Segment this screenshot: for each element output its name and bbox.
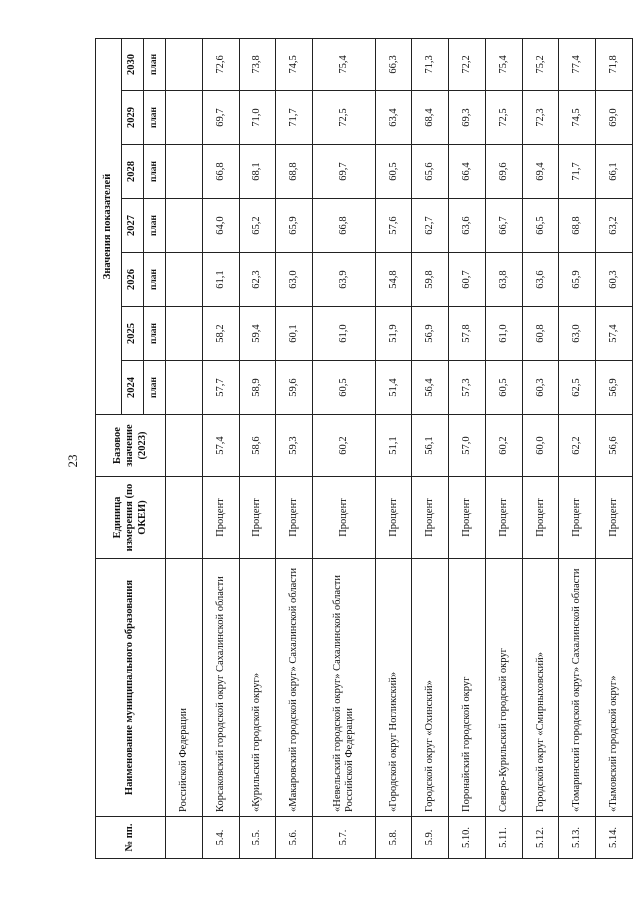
row-number: 5.8. (375, 817, 412, 859)
header-plan: план (144, 253, 166, 307)
municipality-name: Северо-Курильский городской округ (485, 559, 522, 817)
plan-value-cell: 72,3 (522, 91, 559, 145)
table-row (313, 38, 376, 858)
table-row (412, 38, 449, 858)
table-header (96, 38, 166, 858)
plan-value-cell: 65,2 (239, 199, 276, 253)
plan-value-cell: 51,9 (375, 307, 412, 361)
plan-value-cell: 71,7 (559, 145, 596, 199)
unit-cell: Процент (412, 477, 449, 559)
plan-value-cell: 75,4 (485, 38, 522, 90)
plan-value-cell: 51,4 (375, 361, 412, 415)
plan-value-cell: 56,9 (596, 361, 633, 415)
plan-value-cell: 73,8 (239, 38, 276, 90)
plan-value-cell: 71,3 (412, 38, 449, 90)
plan-value-cell: 61,0 (313, 307, 376, 361)
plan-value-cell: 69,7 (202, 91, 239, 145)
header-plan: план (144, 38, 166, 90)
plan-value-cell: 57,4 (596, 307, 633, 361)
plan-value-cell: 68,8 (276, 145, 313, 199)
plan-value-cell: 69,6 (485, 145, 522, 199)
plan-value-cell: 66,1 (596, 145, 633, 199)
base-value-cell: 59,3 (276, 415, 313, 477)
plan-value-cell: 64,0 (202, 199, 239, 253)
plan-value-cell: 57,8 (449, 307, 486, 361)
plan-value-cell: 60,1 (276, 307, 313, 361)
row-number: 5.6. (276, 817, 313, 859)
plan-value-cell (166, 199, 203, 253)
unit-cell: Процент (559, 477, 596, 559)
plan-value-cell: 69,7 (313, 145, 376, 199)
table-row (449, 38, 486, 858)
plan-value-cell: 72,5 (313, 91, 376, 145)
municipality-name: «Макаровский городской округ» Сахалинской области (276, 559, 313, 817)
plan-value-cell: 65,9 (276, 199, 313, 253)
base-value-cell: 57,0 (449, 415, 486, 477)
unit-cell: Процент (375, 477, 412, 559)
header-no: № пп. (96, 817, 166, 859)
header-year: 2025 (122, 307, 144, 361)
plan-value-cell (166, 361, 203, 415)
plan-value-cell: 62,5 (559, 361, 596, 415)
row-number (166, 817, 203, 859)
municipality-name: Поронайский городской округ (449, 559, 486, 817)
plan-value-cell: 60,8 (522, 307, 559, 361)
plan-value-cell: 60,7 (449, 253, 486, 307)
plan-value-cell: 66,4 (449, 145, 486, 199)
plan-value-cell: 63,8 (485, 253, 522, 307)
plan-value-cell: 72,6 (202, 38, 239, 90)
plan-value-cell: 54,8 (375, 253, 412, 307)
municipality-name: Городской округ «Охинский» (412, 559, 449, 817)
unit-cell: Процент (485, 477, 522, 559)
base-value-cell: 57,4 (202, 415, 239, 477)
table-row (485, 38, 522, 858)
plan-value-cell: 66,5 (522, 199, 559, 253)
plan-value-cell: 59,6 (276, 361, 313, 415)
table-row (239, 38, 276, 858)
plan-value-cell (166, 145, 203, 199)
row-number: 5.10. (449, 817, 486, 859)
header-base: Базовое значение (2023) (96, 415, 166, 477)
plan-value-cell (166, 38, 203, 90)
plan-value-cell: 75,4 (313, 38, 376, 90)
base-value-cell: 58,6 (239, 415, 276, 477)
plan-value-cell (166, 307, 203, 361)
plan-value-cell: 68,8 (559, 199, 596, 253)
plan-value-cell: 57,6 (375, 199, 412, 253)
plan-value-cell (166, 91, 203, 145)
unit-cell (166, 477, 203, 559)
plan-value-cell: 60,5 (375, 145, 412, 199)
row-number: 5.11. (485, 817, 522, 859)
plan-value-cell: 71,7 (276, 91, 313, 145)
plan-value-cell: 60,3 (596, 253, 633, 307)
unit-cell: Процент (522, 477, 559, 559)
plan-value-cell: 62,7 (412, 199, 449, 253)
plan-value-cell: 65,9 (559, 253, 596, 307)
plan-value-cell: 71,8 (596, 38, 633, 90)
header-year: 2026 (122, 253, 144, 307)
plan-value-cell: 66,8 (202, 145, 239, 199)
table-row (375, 38, 412, 858)
municipality-name: Российской Федерации (166, 559, 203, 817)
row-number: 5.13. (559, 817, 596, 859)
plan-value-cell: 62,3 (239, 253, 276, 307)
header-plan: план (144, 199, 166, 253)
unit-cell: Процент (276, 477, 313, 559)
plan-value-cell: 57,7 (202, 361, 239, 415)
plan-value-cell: 61,1 (202, 253, 239, 307)
table-row (166, 38, 203, 858)
header-year: 2024 (122, 361, 144, 415)
plan-value-cell: 68,1 (239, 145, 276, 199)
plan-value-cell: 63,9 (313, 253, 376, 307)
plan-value-cell: 72,5 (485, 91, 522, 145)
page-number: 23 (65, 454, 80, 468)
plan-value-cell: 58,2 (202, 307, 239, 361)
header-year: 2028 (122, 145, 144, 199)
plan-value-cell: 63,6 (449, 199, 486, 253)
base-value-cell: 60,2 (313, 415, 376, 477)
base-value-cell: 62,2 (559, 415, 596, 477)
plan-value-cell: 66,3 (375, 38, 412, 90)
plan-value-cell (166, 253, 203, 307)
plan-value-cell: 59,8 (412, 253, 449, 307)
base-value-cell: 56,6 (596, 415, 633, 477)
header-plan: план (144, 361, 166, 415)
municipality-name: «Тымовский городской округ» (596, 559, 633, 817)
base-value-cell: 60,0 (522, 415, 559, 477)
plan-value-cell: 66,8 (313, 199, 376, 253)
municipality-name: Корсаковский городской округ Сахалинской области (202, 559, 239, 817)
row-number: 5.4. (202, 817, 239, 859)
plan-value-cell: 69,3 (449, 91, 486, 145)
header-year: 2030 (122, 38, 144, 90)
header-plan: план (144, 307, 166, 361)
plan-value-cell: 65,6 (412, 145, 449, 199)
row-number: 5.12. (522, 817, 559, 859)
unit-cell: Процент (202, 477, 239, 559)
plan-value-cell: 60,5 (485, 361, 522, 415)
municipality-name: Городской округ «Смирныховский» (522, 559, 559, 817)
plan-value-cell: 72,2 (449, 38, 486, 90)
plan-value-cell: 61,0 (485, 307, 522, 361)
header-unit: Единица измерения (по ОКЕИ) (96, 477, 166, 559)
plan-value-cell: 60,5 (313, 361, 376, 415)
base-value-cell: 51,1 (375, 415, 412, 477)
unit-cell: Процент (313, 477, 376, 559)
plan-value-cell: 58,9 (239, 361, 276, 415)
unit-cell: Процент (239, 477, 276, 559)
plan-value-cell: 77,4 (559, 38, 596, 90)
municipality-name: «Курильский городской округ» (239, 559, 276, 817)
table-body (166, 38, 633, 858)
plan-value-cell: 63,0 (559, 307, 596, 361)
header-plan: план (144, 91, 166, 145)
plan-value-cell: 63,0 (276, 253, 313, 307)
plan-value-cell: 60,3 (522, 361, 559, 415)
row-number: 5.7. (313, 817, 376, 859)
base-value-cell: 60,2 (485, 415, 522, 477)
header-name: Наименование муниципального образования (96, 559, 166, 817)
plan-value-cell: 68,4 (412, 91, 449, 145)
plan-value-cell: 69,4 (522, 145, 559, 199)
unit-cell: Процент (449, 477, 486, 559)
row-number: 5.5. (239, 817, 276, 859)
plan-value-cell: 63,4 (375, 91, 412, 145)
plan-value-cell: 57,3 (449, 361, 486, 415)
municipality-name: «Томаринский городской округ» Сахалинской области (559, 559, 596, 817)
header-year: 2029 (122, 91, 144, 145)
municipality-name: «Городской округ Ногликский» (375, 559, 412, 817)
table-row (202, 38, 239, 858)
row-number: 5.14. (596, 817, 633, 859)
table-row (522, 38, 559, 858)
table-row (559, 38, 596, 858)
indicators-table (95, 38, 633, 859)
plan-value-cell: 63,2 (596, 199, 633, 253)
rotated-table-frame (95, 39, 633, 859)
header-plan: план (144, 145, 166, 199)
header-year: 2027 (122, 199, 144, 253)
plan-value-cell: 74,5 (559, 91, 596, 145)
plan-value-cell: 75,2 (522, 38, 559, 90)
unit-cell: Процент (596, 477, 633, 559)
header-values: Значения показателей (96, 38, 122, 414)
plan-value-cell: 59,4 (239, 307, 276, 361)
plan-value-cell: 66,7 (485, 199, 522, 253)
base-value-cell (166, 415, 203, 477)
table-row (276, 38, 313, 858)
row-number: 5.9. (412, 817, 449, 859)
plan-value-cell: 71,0 (239, 91, 276, 145)
plan-value-cell: 74,5 (276, 38, 313, 90)
base-value-cell: 56,1 (412, 415, 449, 477)
municipality-name: «Невельский городской округ» Сахалинской области Российской Федерации (313, 559, 376, 817)
plan-value-cell: 69,0 (596, 91, 633, 145)
plan-value-cell: 56,4 (412, 361, 449, 415)
plan-value-cell: 63,6 (522, 253, 559, 307)
plan-value-cell: 56,9 (412, 307, 449, 361)
table-row (596, 38, 633, 858)
